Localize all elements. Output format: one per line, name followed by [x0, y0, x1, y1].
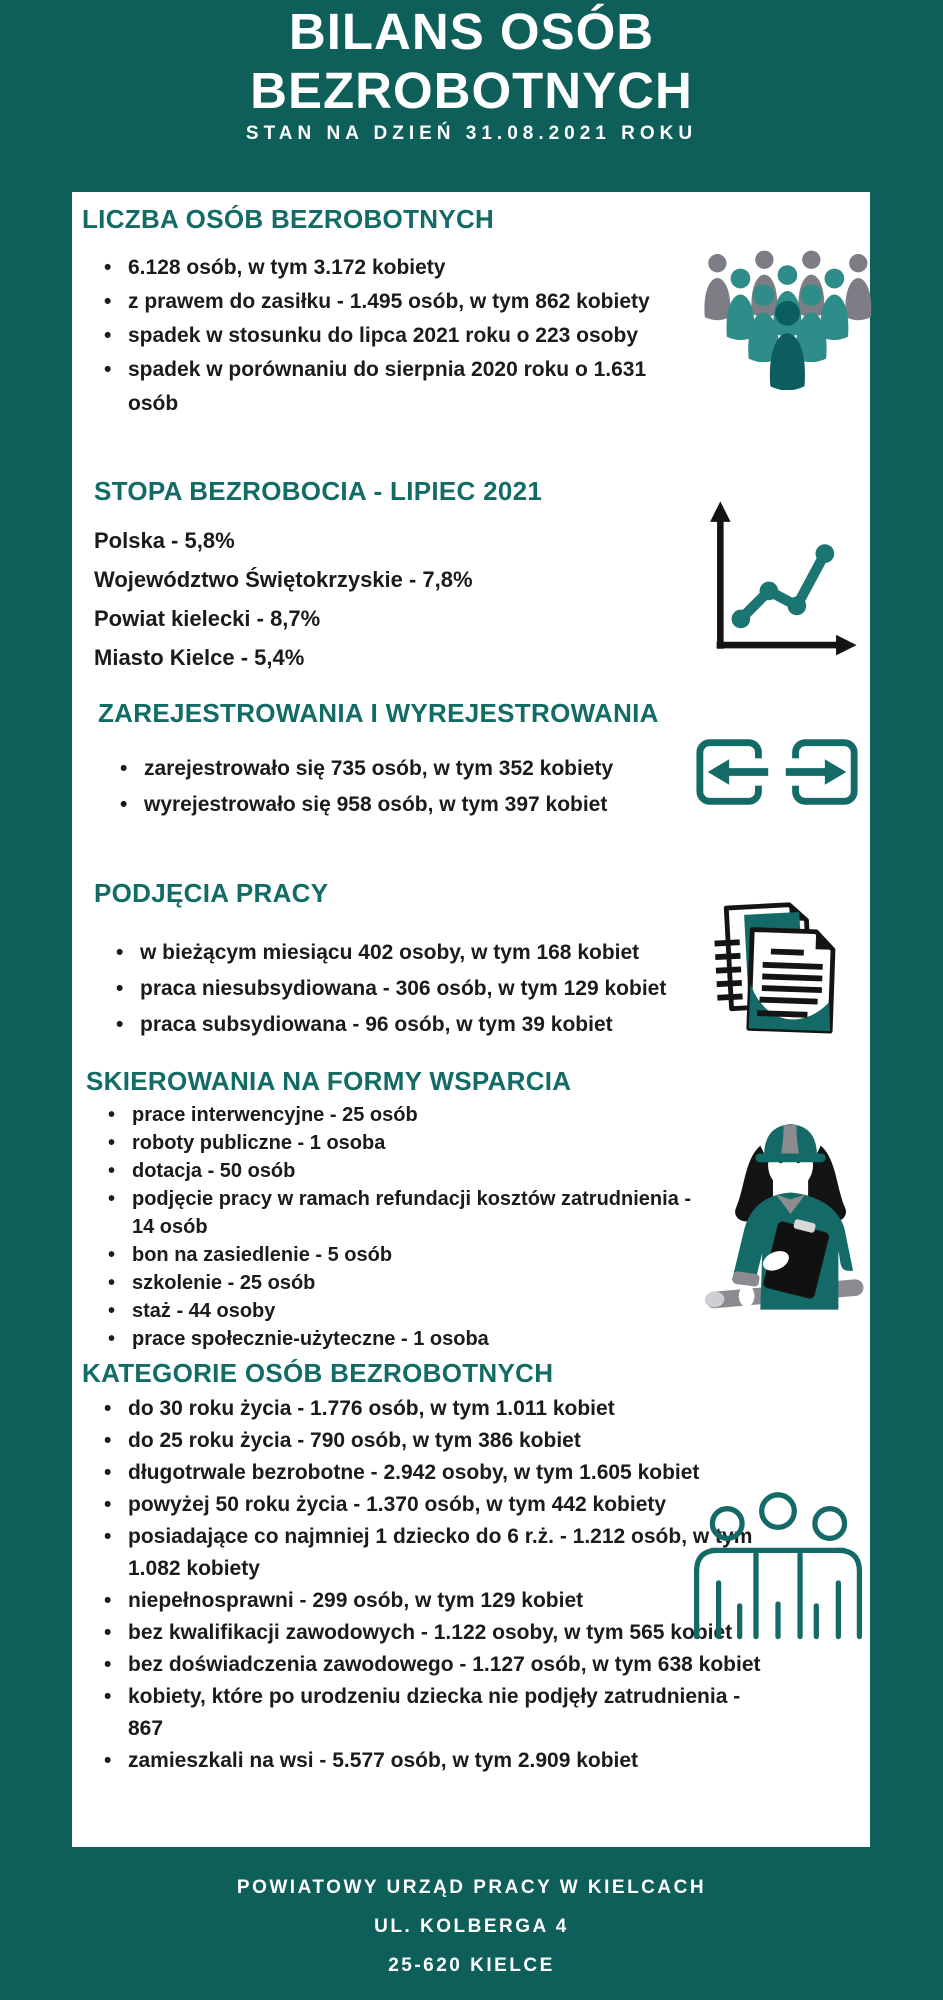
- bullet-list: [128, 1393, 768, 1777]
- stat-line: Powiat kielecki - 8,7%: [94, 606, 321, 631]
- list-item: • posiadające co najmniej 1 dziecko do 6 r.ż. - 1.212 osób, w tym 1.082 kobiety: [128, 1521, 768, 1585]
- list-item: • z prawem do zasiłku - 1.495 osób, w tym 862 kobiety: [128, 285, 688, 319]
- footer-line: UL. KOLBERGA 4: [374, 1916, 569, 1937]
- page-title-line2: BEZROBOTNYCH: [250, 62, 693, 119]
- page-subtitle: STAN NA DZIEŃ 31.08.2021 ROKU: [245, 123, 698, 144]
- list-item: • prace społecznie-użyteczne - 1 osoba: [132, 1325, 712, 1353]
- section-heading: LICZBA OSÓB BEZROBOTNYCH: [82, 204, 495, 234]
- list-item: • kobiety, które po urodzeniu dziecka nie podjęły zatrudnienia - 867: [128, 1681, 768, 1745]
- section-podjecia-pracy: [94, 878, 740, 1043]
- list-item: • wyrejestrowało się 958 osób, w tym 397 kobiet: [144, 787, 744, 823]
- list-item: • niepełnosprawni - 299 osób, w tym 129 kobiet: [128, 1585, 768, 1617]
- list-item: • spadek w stosunku do lipca 2021 roku o 223 osoby: [128, 319, 688, 353]
- list-item: • w bieżącym miesiącu 402 osoby, w tym 168 kobiet: [140, 935, 740, 971]
- list-item: • podjęcie pracy w ramach refundacji kosztów zatrudnienia - 14 osób: [132, 1185, 712, 1241]
- list-item: • praca niesubsydiowana - 306 osób, w tym 129 kobiet: [140, 971, 740, 1007]
- list-item: • bon na zasiedlenie - 5 osób: [132, 1241, 712, 1269]
- section-heading: SKIEROWANIA NA FORMY WSPARCIA: [86, 1066, 572, 1096]
- list-item: • prace interwencyjne - 25 osób: [132, 1101, 712, 1129]
- stat-line: Polska - 5,8%: [94, 528, 235, 553]
- footer-address: [0, 1868, 943, 1985]
- section-heading: ZAREJESTROWANIA I WYREJESTROWANIA: [98, 698, 659, 728]
- stat-line: Województwo Świętokrzyskie - 7,8%: [94, 567, 473, 592]
- worker-icon: [690, 1104, 895, 1322]
- list-item: • bez doświadczenia zawodowego - 1.127 osób, w tym 638 kobiet: [128, 1649, 768, 1681]
- list-item: • bez kwalifikacji zawodowych - 1.122 osoby, w tym 565 kobiet: [128, 1617, 768, 1649]
- section-heading: KATEGORIE OSÓB BEZROBOTNYCH: [82, 1358, 554, 1388]
- list-item: • praca subsydiowana - 96 osób, w tym 39 kobiet: [140, 1007, 740, 1043]
- stat-line: Miasto Kielce - 5,4%: [94, 645, 305, 670]
- list-item: • staż - 44 osoby: [132, 1297, 712, 1325]
- page-title: [0, 2, 943, 120]
- list-item: • szkolenie - 25 osób: [132, 1269, 712, 1297]
- section-skierowania: [86, 1066, 712, 1353]
- group-outline-icon: [687, 1490, 869, 1650]
- list-item: • do 25 roku życia - 790 osób, w tym 386 kobiet: [128, 1425, 768, 1457]
- stat-lines: [94, 521, 542, 677]
- list-item: • roboty publiczne - 1 osoba: [132, 1129, 712, 1157]
- transfer-arrows-icon: [694, 732, 860, 812]
- crowd-icon: [690, 238, 878, 390]
- bullet-list: [144, 751, 744, 823]
- bullet-list: [132, 1101, 712, 1353]
- list-item: • spadek w porównaniu do sierpnia 2020 roku o 1.631 osób: [128, 353, 688, 421]
- section-zarejestrowania: [98, 698, 744, 823]
- page-title-line1: BILANS OSÓB: [288, 3, 655, 60]
- line-chart-icon: [692, 492, 870, 660]
- footer-line: POWIATOWY URZĄD PRACY W KIELCACH: [236, 1877, 707, 1898]
- list-item: • zarejestrowało się 735 osób, w tym 352 kobiety: [144, 751, 744, 787]
- section-stopa-bezrobocia: [94, 476, 542, 677]
- list-item: • dotacja - 50 osób: [132, 1157, 712, 1185]
- list-item: • do 30 roku życia - 1.776 osób, w tym 1.011 kobiet: [128, 1393, 768, 1425]
- content-card: [72, 192, 870, 1847]
- section-heading: PODJĘCIA PRACY: [94, 878, 329, 908]
- bullet-list: [140, 935, 740, 1043]
- section-heading: STOPA BEZROBOCIA - LIPIEC 2021: [94, 476, 543, 506]
- list-item: • powyżej 50 roku życia - 1.370 osób, w tym 442 kobiety: [128, 1489, 768, 1521]
- documents-icon: [700, 892, 855, 1040]
- list-item: • długotrwale bezrobotne - 2.942 osoby, w tym 1.605 kobiet: [128, 1457, 768, 1489]
- list-item: • zamieszkali na wsi - 5.577 osób, w tym 2.909 kobiet: [128, 1745, 768, 1777]
- section-liczba-osob: [82, 204, 688, 421]
- bullet-list: [128, 251, 688, 421]
- section-kategorie: [82, 1358, 768, 1777]
- footer-line: 25-620 KIELCE: [388, 1955, 555, 1976]
- list-item: • 6.128 osób, w tym 3.172 kobiety: [128, 251, 688, 285]
